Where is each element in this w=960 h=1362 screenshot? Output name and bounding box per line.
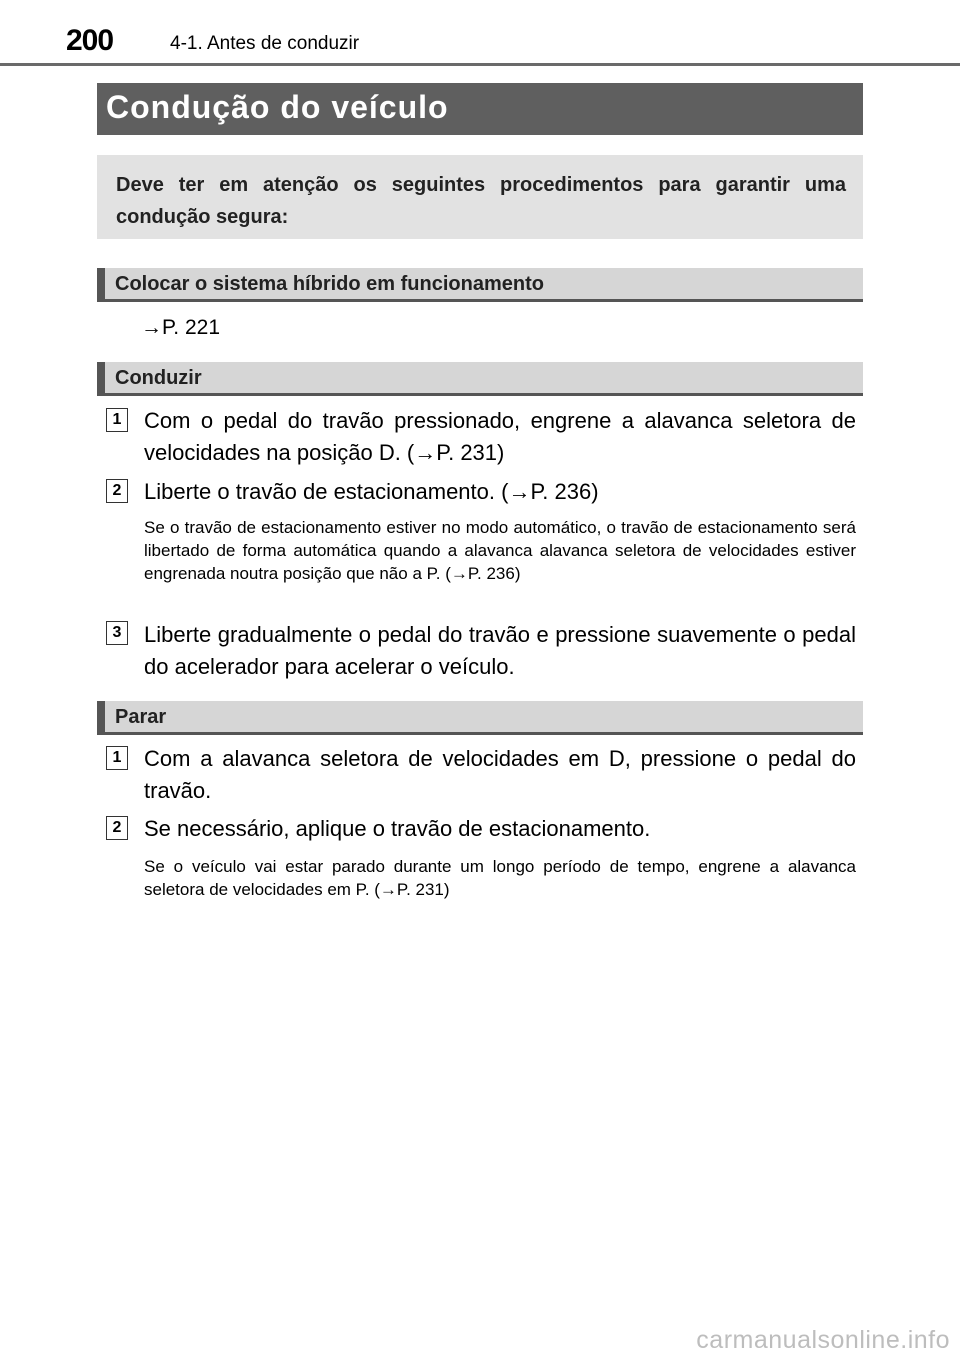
- section-heading-start-hybrid: [97, 268, 863, 302]
- step-number-badge: 1: [106, 746, 128, 770]
- step-text: Liberte o travão de estacionamento. (→P. 236): [144, 479, 599, 504]
- page-reference-link[interactable]: →P. 221: [141, 316, 221, 339]
- step-number-badge: 2: [106, 816, 128, 840]
- step-note: Se o veículo vai estar parado durante um longo período de tempo, engrene a alavanca seletora de velocidades em P. (→P. 231): [144, 857, 856, 899]
- step-text: Com a alavanca seletora de velocidades em D, pressione o pedal do travão.: [144, 746, 856, 803]
- page-title: Condução do veículo: [106, 89, 449, 125]
- page-title-bar: [97, 83, 863, 135]
- intro-text: Deve ter em atenção os seguintes procedimentos para garantir uma condução segura:: [116, 174, 846, 228]
- header-divider: [0, 63, 960, 66]
- section-heading-text: Conduzir: [115, 367, 202, 389]
- section-heading-text: Parar: [115, 706, 167, 728]
- step-text: Se necessário, aplique o travão de estacionamento.: [144, 816, 651, 841]
- step-number-badge: 3: [106, 621, 128, 645]
- watermark-text: carmanualsonline.info: [696, 1326, 950, 1354]
- step-number-badge: 2: [106, 479, 128, 503]
- section-heading-drive: [97, 362, 863, 396]
- section-heading-stop: [97, 701, 863, 735]
- section-heading-text: Colocar o sistema híbrido em funcionamento: [115, 273, 544, 295]
- step-number-badge: 1: [106, 408, 128, 432]
- chapter-section-label: 4-1. Antes de conduzir: [170, 33, 360, 54]
- intro-box: [97, 155, 863, 239]
- page-number: 200: [66, 24, 114, 57]
- step-note: Se o travão de estacionamento estiver no modo automático, o travão de estacionamento será libertado de forma automática quando a alavanca alavanca seletora de velocidades estiver engrenada noutra posição que não a P. (→P. 236): [144, 518, 856, 583]
- step-text: Com o pedal do travão pressionado, engrene a alavanca seletora de velocidades na posição D. (→P. 231): [144, 408, 856, 465]
- step-text: Liberte gradualmente o pedal do travão e pressione suavemente o pedal do acelerador para acelerar o veículo.: [144, 622, 856, 679]
